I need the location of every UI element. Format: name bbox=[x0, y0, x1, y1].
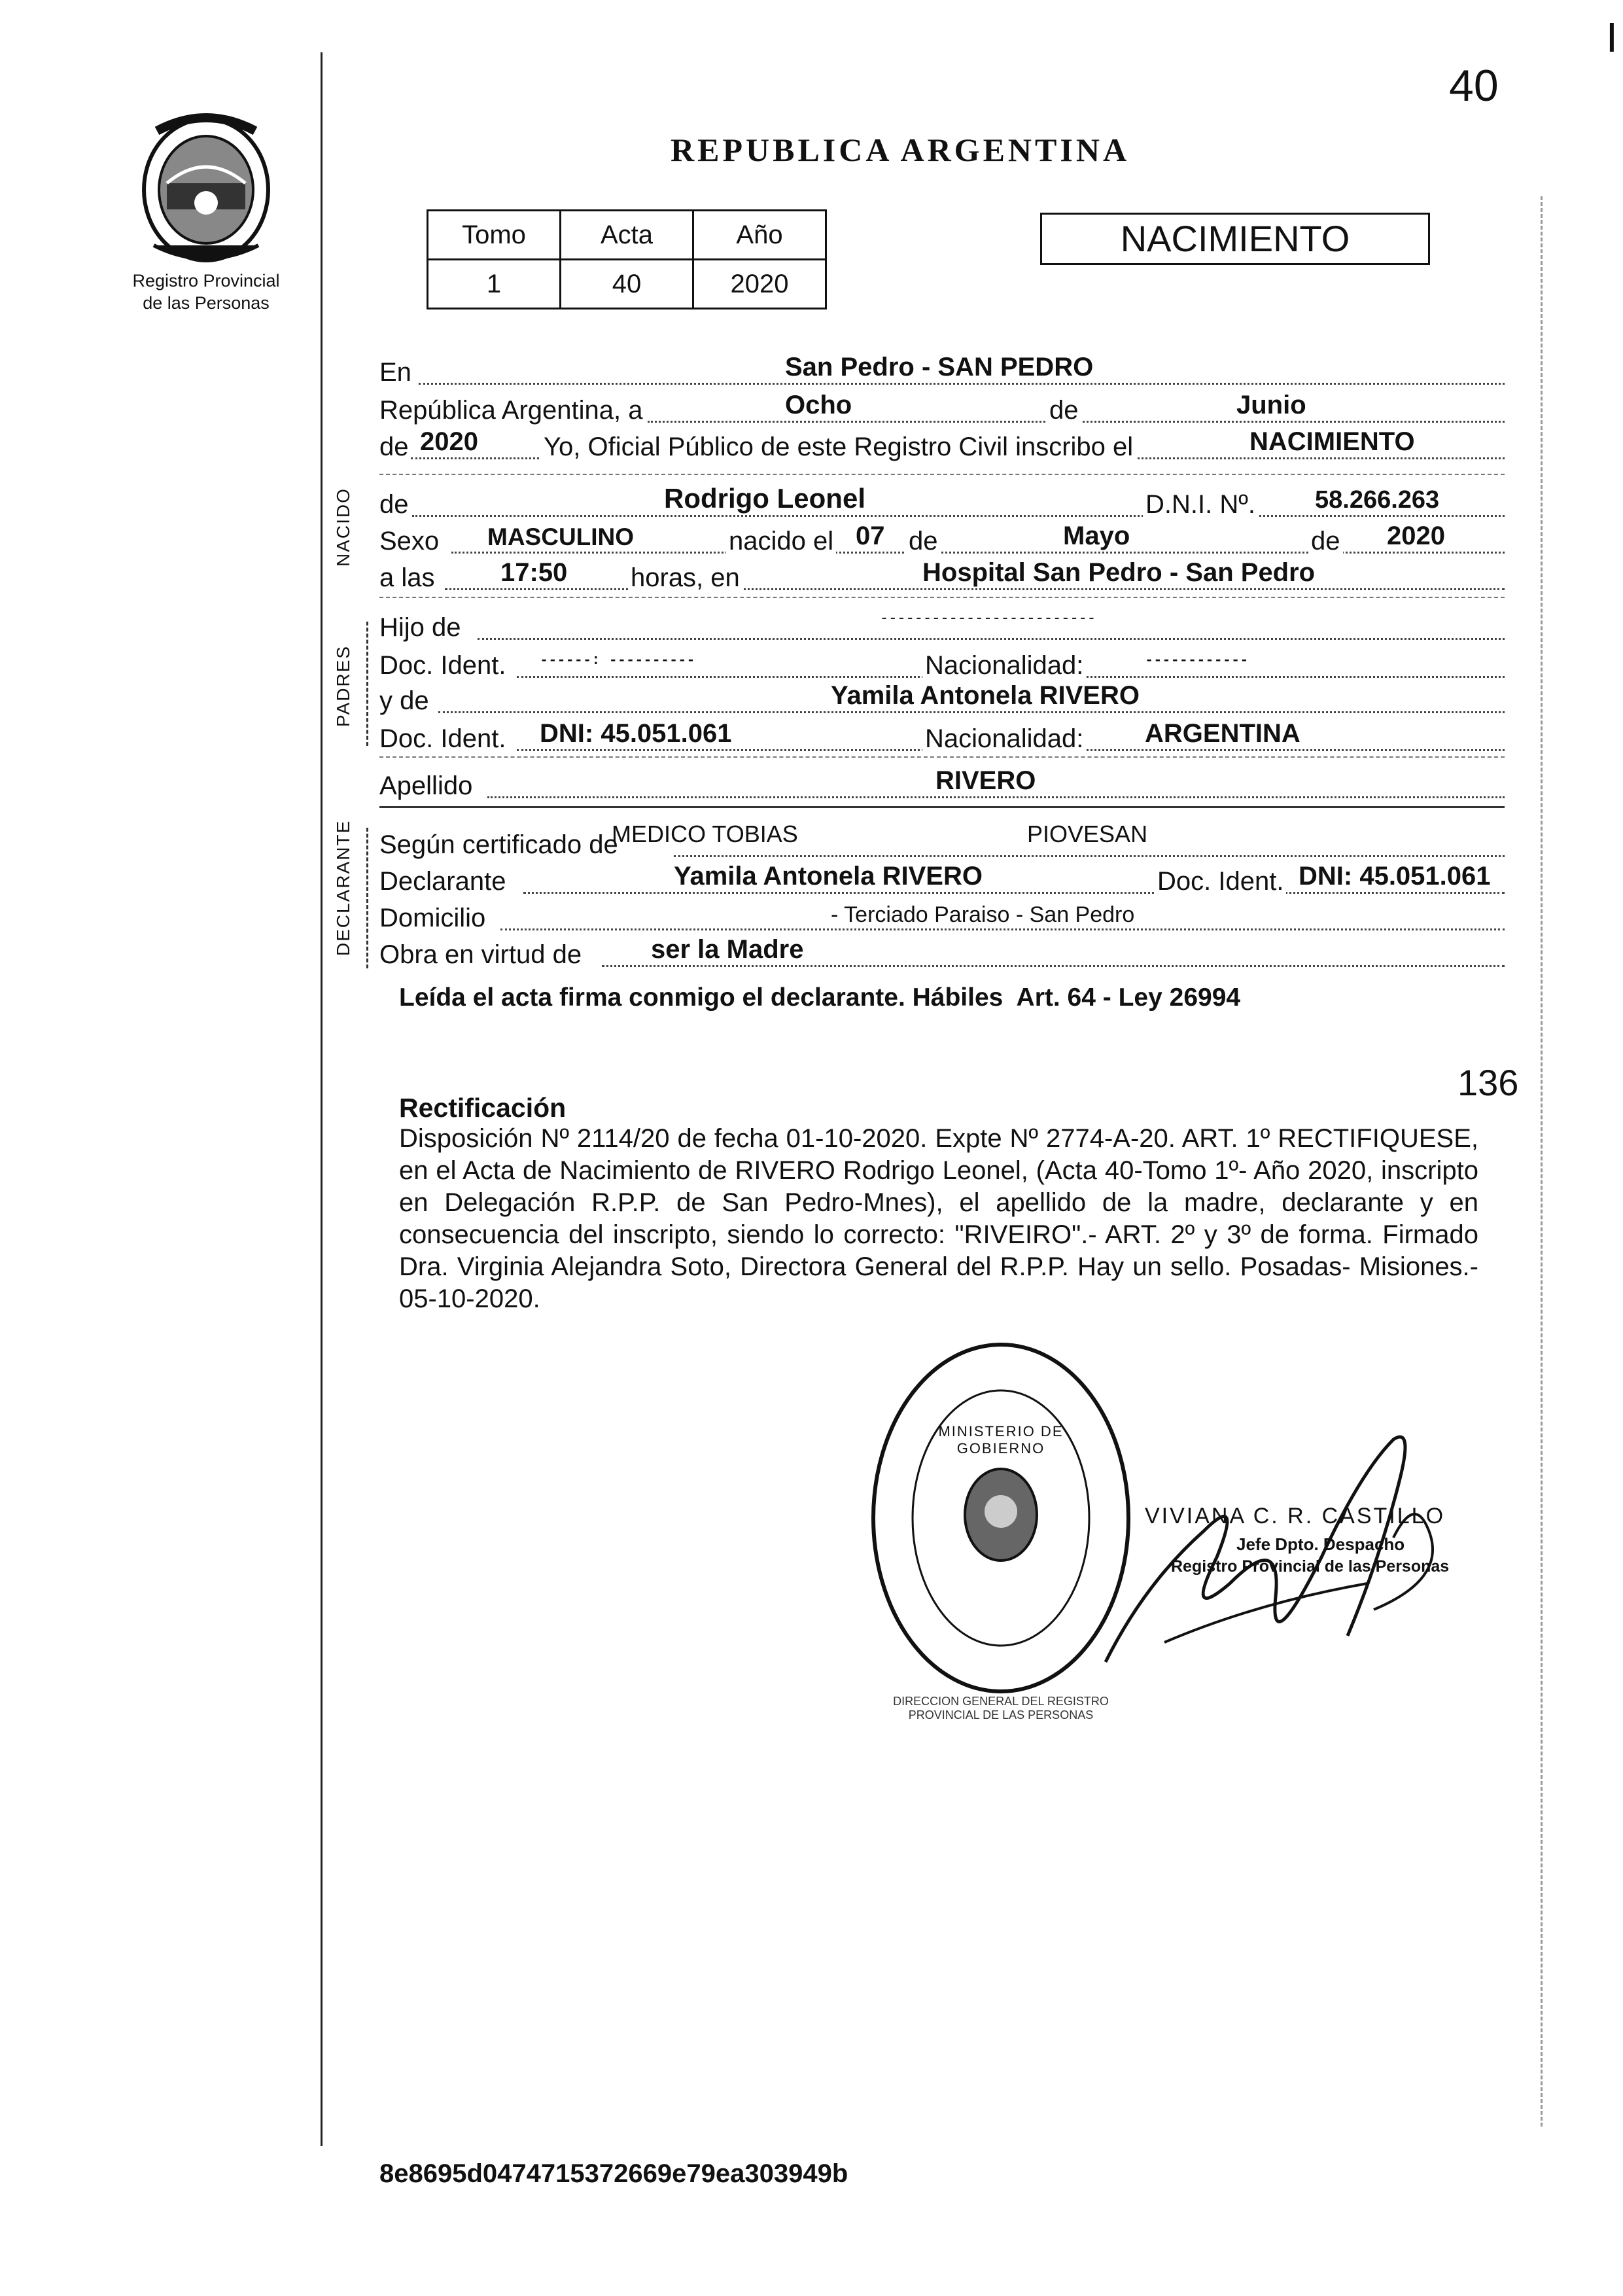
label-apellido: Apellido bbox=[379, 771, 473, 800]
value-hour: 17:50 bbox=[500, 558, 568, 587]
row-certificate bbox=[379, 821, 1505, 864]
margin-line bbox=[321, 52, 323, 2146]
rule-3 bbox=[379, 756, 1505, 758]
rectification-title: Rectificación bbox=[399, 1093, 567, 1123]
signatory-name: VIVIANA C. R. CASTILLO bbox=[1145, 1504, 1446, 1528]
value-month: Junio bbox=[1236, 391, 1306, 419]
label-nacido: nacido el bbox=[726, 527, 836, 556]
label-hijo: Hijo de bbox=[379, 613, 461, 642]
padres-divider bbox=[366, 622, 368, 746]
table-value-tomo: 1 bbox=[428, 260, 561, 309]
value-birth-day: 07 bbox=[856, 521, 885, 550]
row-capacity bbox=[379, 936, 1505, 974]
signatory-org: Registro Provincial de las Personas bbox=[1171, 1557, 1450, 1576]
declarante-divider bbox=[366, 828, 368, 968]
value-father-doc: ------: ---------- bbox=[540, 652, 695, 669]
table-header-ano: Año bbox=[693, 211, 826, 260]
row-en bbox=[379, 353, 1505, 391]
row-time bbox=[379, 559, 1505, 597]
rectification-text bbox=[399, 1123, 1478, 1315]
table-value-ano: 2020 bbox=[693, 260, 826, 309]
row-name bbox=[379, 483, 1505, 523]
value-mother: Yamila Antonela RIVERO bbox=[831, 681, 1140, 710]
row-mother-doc bbox=[379, 720, 1505, 758]
value-birth-year: 2020 bbox=[1387, 521, 1445, 550]
rule-2 bbox=[379, 597, 1505, 598]
label-de3: de bbox=[379, 490, 409, 519]
row-date bbox=[379, 391, 1505, 429]
value-certificate-surname: PIOVESAN bbox=[1027, 821, 1148, 847]
row-mother bbox=[379, 682, 1505, 720]
row-declarant bbox=[379, 862, 1505, 900]
value-father-nationality: ------------ bbox=[1145, 652, 1249, 669]
signatory-role: Jefe Dpto. Despacho bbox=[1236, 1534, 1405, 1554]
rectification-number: 136 bbox=[1457, 1062, 1519, 1103]
row-surname bbox=[379, 767, 1505, 805]
value-birth-month: Mayo bbox=[1063, 521, 1130, 550]
value-inscribo: NACIMIENTO bbox=[1249, 427, 1415, 456]
label-de: de bbox=[1047, 396, 1081, 425]
value-dni: 58.266.263 bbox=[1315, 486, 1440, 514]
label-de2: de bbox=[379, 433, 409, 461]
value-birth-place: Hospital San Pedro - San Pedro bbox=[922, 558, 1316, 587]
label-doc3: Doc. Ident. bbox=[1155, 867, 1286, 896]
province-seal-icon bbox=[131, 111, 281, 268]
label-republica: República Argentina, a bbox=[379, 396, 643, 425]
value-declarant: Yamila Antonela RIVERO bbox=[674, 862, 983, 891]
label-domicilio: Domicilio bbox=[379, 904, 486, 932]
label-alas: a las bbox=[379, 563, 435, 592]
label-declarante: Declarante bbox=[379, 867, 506, 896]
value-surname: RIVERO bbox=[935, 766, 1036, 795]
label-en: En bbox=[379, 358, 411, 387]
value-mother-doc: DNI: 45.051.061 bbox=[540, 719, 732, 748]
value-place: San Pedro - SAN PEDRO bbox=[785, 353, 1094, 381]
document-hash: 8e8695d0474715372669e79ea303949b bbox=[379, 2159, 848, 2188]
page-mark: I bbox=[1606, 14, 1618, 61]
side-label-declarante: DECLARANTE bbox=[333, 819, 353, 956]
value-capacity: ser la Madre bbox=[651, 935, 804, 964]
rule-4 bbox=[379, 806, 1505, 808]
registry-name-line2: de las Personas bbox=[143, 293, 270, 313]
label-de4: de bbox=[906, 527, 941, 556]
label-sexo: Sexo bbox=[379, 527, 440, 556]
value-name: Rodrigo Leonel bbox=[664, 483, 865, 514]
side-label-nacido: NACIDO bbox=[333, 487, 353, 567]
right-margin-line bbox=[1541, 196, 1543, 2127]
label-dni: D.N.I. Nº. bbox=[1143, 490, 1258, 520]
rectification-body: Disposición Nº 2114/20 de fecha 01-10-2020. Expte Nº 2774-A-20. ART. 1º RECTIFIQUESE, en el Acta de Nacimiento de RIVERO Rodrigo Leonel, (Acta 40-Tomo 1º- Año 2020, inscripto en Delegación R.P.P. de San Pedro-Mnes), el apellido de la madre, declarante y en consecuencia del inscripto, siendo lo correcto: "RIVEIRO".- ART. 2º y 3º de forma. Firmado Dra. Virginia Alejandra Soto, Directora General del R.P.P. Hay un sello. Posadas- Misiones.- 05-10-2020. bbox=[399, 1124, 1478, 1313]
label-segun: Según certificado de bbox=[379, 830, 618, 859]
rule-1 bbox=[379, 474, 1505, 475]
table-header-acta: Acta bbox=[561, 211, 693, 260]
table-header-tomo: Tomo bbox=[428, 211, 561, 260]
stamp-inner-text: MINISTERIO DE GOBIERNO bbox=[938, 1423, 1064, 1457]
row-father-doc bbox=[379, 646, 1505, 684]
row-father bbox=[379, 609, 1505, 646]
row-address bbox=[379, 899, 1505, 937]
record-table bbox=[427, 209, 827, 309]
label-obra: Obra en virtud de bbox=[379, 940, 582, 969]
closing-line: Leída el acta firma conmigo el declarante. Hábiles Art. 64 - Ley 26994 bbox=[399, 983, 1241, 1012]
value-certificate-doctor: MEDICO TOBIAS bbox=[612, 821, 798, 847]
label-doc2: Doc. Ident. bbox=[379, 724, 506, 753]
value-year: 2020 bbox=[420, 427, 478, 456]
row-sex bbox=[379, 522, 1505, 560]
label-horas: horas, en bbox=[628, 563, 742, 593]
label-de5: de bbox=[1308, 527, 1343, 556]
table-value-acta: 40 bbox=[561, 260, 693, 309]
value-sexo: MASCULINO bbox=[487, 523, 635, 550]
label-nac2: Nacionalidad: bbox=[922, 724, 1086, 754]
value-mother-nationality: ARGENTINA bbox=[1145, 719, 1300, 748]
stamp-outer-text: DIRECCION GENERAL DEL REGISTRO PROVINCIAL DE LAS PERSONAS bbox=[893, 1695, 1109, 1722]
record-type-box: NACIMIENTO bbox=[1040, 213, 1430, 265]
value-father: ------------------------- bbox=[880, 610, 1096, 627]
label-doc1: Doc. Ident. bbox=[379, 651, 506, 680]
document-title: REPUBLICA ARGENTINA bbox=[671, 132, 1130, 168]
registry-name-line1: Registro Provincial bbox=[132, 271, 280, 291]
page-number: 40 bbox=[1449, 61, 1499, 111]
value-address: - Terciado Paraiso - San Pedro bbox=[831, 902, 1135, 927]
value-day: Ocho bbox=[785, 391, 852, 419]
label-yde: y de bbox=[379, 686, 429, 715]
row-year bbox=[379, 428, 1505, 466]
value-declarant-doc: DNI: 45.051.061 bbox=[1299, 862, 1491, 891]
side-label-padres: PADRES bbox=[333, 645, 353, 727]
label-inscribo: Yo, Oficial Público de este Registro Civil inscribo el bbox=[540, 433, 1137, 462]
label-nac1: Nacionalidad: bbox=[922, 651, 1086, 680]
